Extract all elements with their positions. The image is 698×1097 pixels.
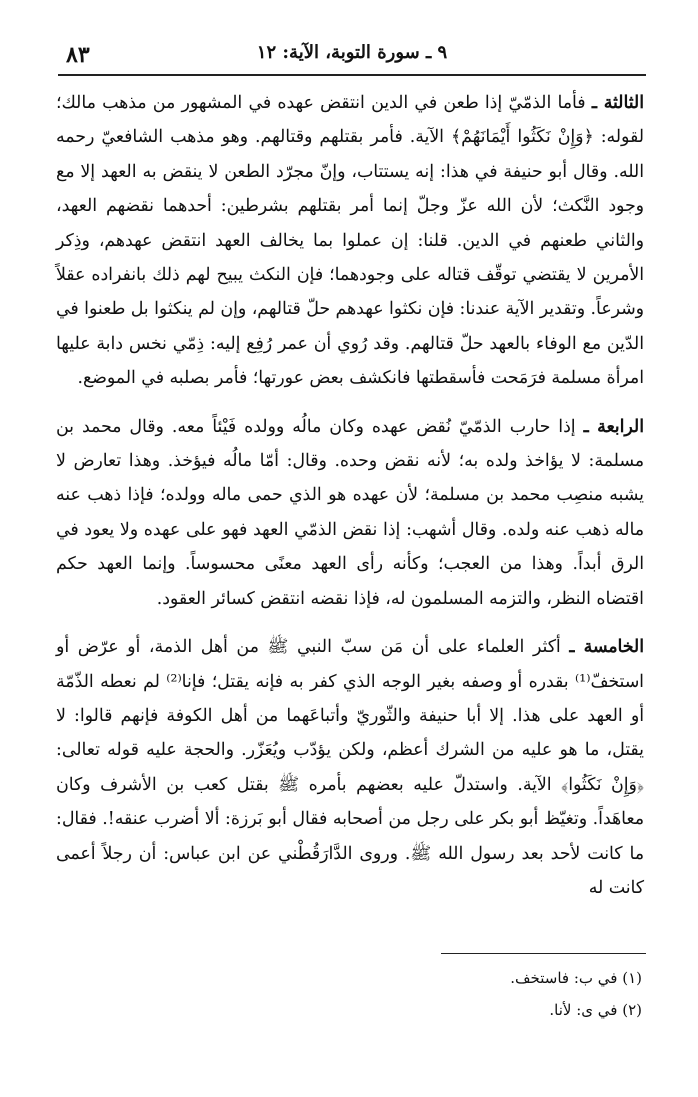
running-title: ٩ ـ سورة التوبة، الآية: ١٢ — [256, 42, 448, 63]
paragraph-heading: الرابعة ـ — [583, 416, 644, 437]
paragraph-text: أكثر العلماء على أن مَن سبّ النبي ﷺ من أهل الذمة، أو عرّض أو استخفّ⁽¹⁾ بقدره أو وصفه بغير الوجه الذي كفر به فإنه يقتل؛ فإنا⁽²⁾ لم نعطه الذّمّة أو العهد على هذا. إلا أبا حنيفة والثّوريّ وأتباعَهما من أهل الكوفة فإنهم قالوا: لا يقتل، ما هو عليه من الشرك أعظم، ولكن يؤدّب ويُعَزّر. والحجة عليه قوله تعالى: ﴿وَإِنْ نَكَثُوا﴾ الآية. واستدلّ عليه بعضهم بأمره ﷺ بقتل كعب بن الأشرف وكان معاهَداً. وتغيّظ أبو بكر على رجل من أصحابه فقال أبو بَرزة: ألا أضرب عنقه!. فقال: ما كانت لأحد بعد رسول الله ﷺ. وروى الدَّارَقُطْني عن ابن عباس: أن رجلاً أعمى كانت له — [56, 637, 644, 898]
paragraph-third — [56, 86, 644, 396]
paragraph-heading: الثالثة ـ — [591, 93, 644, 113]
paragraph-fourth — [56, 410, 644, 616]
main-text — [56, 86, 644, 919]
page-number: ٨٣ — [66, 42, 90, 68]
paragraph-heading: الخامسة ـ — [569, 637, 645, 658]
paragraph-fifth — [56, 630, 644, 905]
paragraph-text: إذا حارب الذمّيّ نُقض عهده وكان مالُه وولده فَيْئاً معه. وقال محمد بن مسلمة: لا يؤاخذ ولده به؛ لأنه نقض وحده. وقال: أمّا مالُه فيؤخذ. وهذا تعارض لا يشبه منصِب محمد بن مسلمة؛ لأن عهده هو الذي حمى ماله وولده؛ فإذا ذهب عنه ماله ذهب عنه ولده. وقال أشهب: إذا نقض الذمّي العهد فهو على عهده ولا يعود في الرق أبداً. وهذا من العجب؛ وكأنه رأى العهد معنًى محسوساً. وإنما العهد حكم اقتضاه النظر، والتزمه المسلمون له، فإذا نقضه انتقض كسائر العقود. — [56, 416, 644, 609]
paragraph-text: فأما الذمّيّ إذا طعن في الدين انتقض عهده في المشهور من مذهب مالك؛ لقوله: ﴿وَإِنْ نَكَثُوا أَيْمَانَهُمْ﴾ الآية. فأمر بقتلهم وقتالهم. وهو مذهب الشافعيّ رحمه الله. وقال أبو حنيفة في هذا: إنه يستتاب، وإنّ مجرّد الطعن لا ينقض به العهد إلا مع وجود النَّكث؛ لأن الله عزّ وجلّ إنما أمر بقتلهم بشرطين: أحدهما نقضهم العهد، والثاني طعنهم في الدين. قلنا: إن عملوا بما يخالف العهد انتقض عهدهم، وذِكر الأمرين لا يقتضي توقّف قتاله على وجودهما؛ فإن النكث يبيح لهم ذلك بانفراده عقلاً وشرعاً. وتقدير الآية عندنا: فإن نكثوا عهدهم حلّ قتالهم، وإن لم ينكثوا بل طعنوا في الدّين مع الوفاء بالعهد حلّ قتالهم. وقد رُوي أن عمر رُفِع إليه: ذِمّي نخس دابة عليها امرأة مسلمة فرَمَحت فأسقطتها فانكشف بعض عورتها؛ فأمر بصلبه في الموضع. — [56, 93, 644, 389]
footnote-divider — [441, 953, 646, 954]
footnote-1: (١) في ب: فاستخف. — [510, 969, 642, 987]
footnotes — [510, 962, 642, 1026]
page-header — [58, 42, 646, 76]
footnote-2: (٢) في ى: لأنا. — [549, 1001, 642, 1019]
